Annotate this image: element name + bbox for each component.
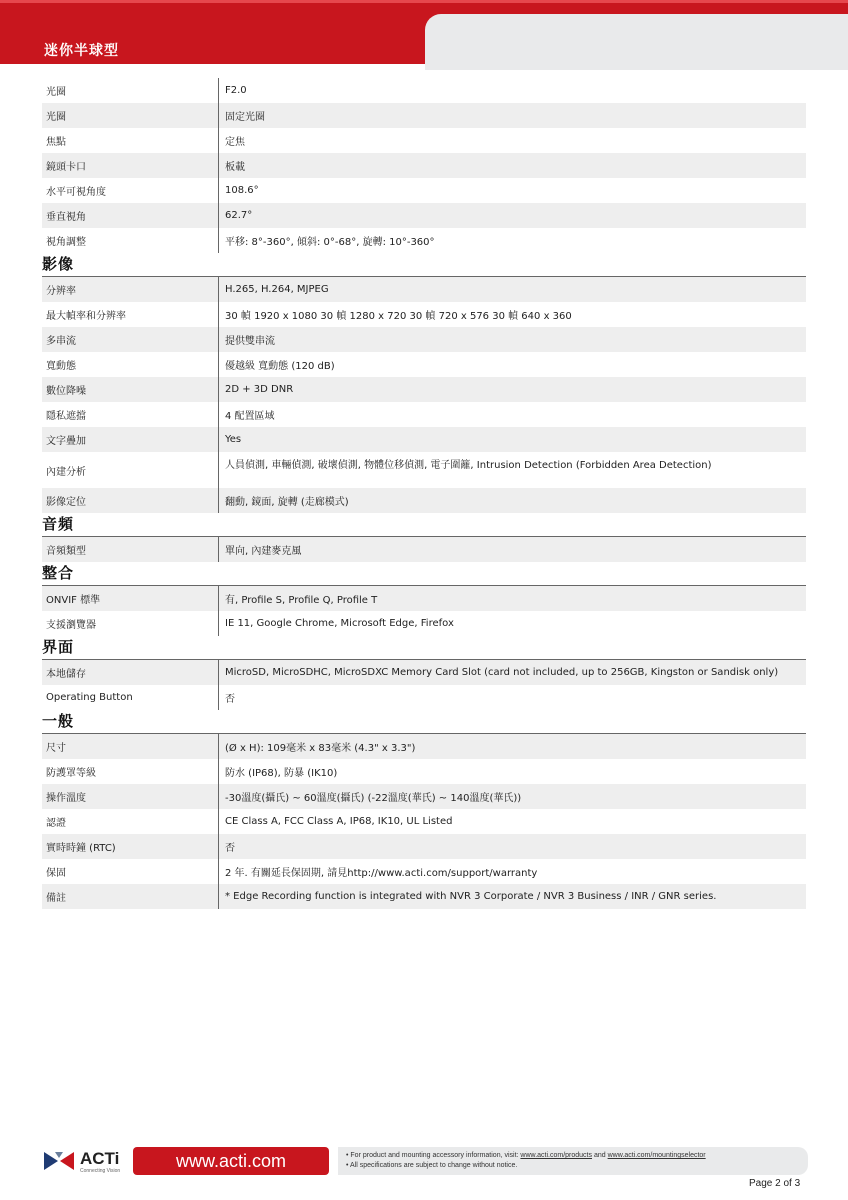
spec-label: 最大幀率和分辨率: [46, 311, 126, 322]
spec-row: [42, 427, 806, 452]
logo-tagline: Connecting Vision: [80, 1168, 121, 1174]
spec-value: 固定光圈: [218, 103, 806, 128]
spec-label: 支援瀏覽器: [46, 620, 96, 631]
section-title: 界面: [42, 638, 75, 656]
spec-row: [42, 327, 806, 352]
spec-row: [42, 859, 806, 884]
spec-row: [42, 488, 806, 513]
spec-value: Yes: [218, 427, 806, 452]
spec-row: [42, 809, 806, 834]
spec-label: 光圈: [46, 87, 66, 98]
footer: [42, 1147, 808, 1175]
website-link[interactable]: www.acti.com: [133, 1147, 329, 1175]
spec-label: 認證: [46, 818, 66, 829]
spec-row: [42, 660, 806, 685]
spec-value: 翻動, 鏡面, 旋轉 (走廊模式): [218, 488, 806, 513]
spec-value: 108.6°: [218, 178, 806, 203]
section-heading: [42, 710, 806, 734]
spec-value: 單向, 內建麥克風: [218, 537, 806, 562]
spec-label: 保固: [46, 868, 66, 879]
spec-label: 光圈: [46, 112, 66, 123]
spec-label: 水平可視角度: [46, 187, 106, 198]
spec-value: 4 配置區域: [218, 402, 806, 427]
spec-row: [42, 834, 806, 859]
section-heading: [42, 253, 806, 277]
spec-label: 鏡頭卡口: [46, 162, 86, 173]
spec-label: 操作溫度: [46, 793, 86, 804]
spec-label: 備註: [46, 893, 66, 904]
spec-label: 防護罩等級: [46, 768, 96, 779]
spec-value: 30 幀 1920 x 1080 30 幀 1280 x 720 30 幀 720 x 576 30 幀 640 x 360: [218, 302, 806, 327]
spec-label: 視角調整: [46, 237, 86, 248]
spec-value: H.265, H.264, MJPEG: [218, 277, 806, 302]
spec-value: 2D + 3D DNR: [218, 377, 806, 402]
page-title: 迷你半球型: [44, 43, 119, 59]
spec-value: 優越級 寬動態 (120 dB): [218, 352, 806, 377]
spec-value: 有, Profile S, Profile Q, Profile T: [218, 586, 806, 611]
spec-label: 數位降噪: [46, 386, 86, 397]
spec-row: [42, 153, 806, 178]
spec-row: [42, 586, 806, 611]
section-title: 整合: [42, 564, 75, 582]
spec-row: [42, 611, 806, 636]
spec-label: 實時時鐘 (RTC): [46, 843, 116, 854]
spec-value: -30溫度(攝氏) ~ 60溫度(攝氏) (-22溫度(華氏) ~ 140溫度(華氏)): [218, 784, 806, 809]
spec-value: F2.0: [218, 78, 806, 103]
spec-value: 提供雙串流: [218, 327, 806, 352]
spec-row: [42, 884, 806, 909]
products-link[interactable]: www.acti.com/products: [520, 1152, 593, 1159]
section-heading: [42, 562, 806, 586]
spec-row: [42, 734, 806, 759]
spec-label: 隱私遮擋: [46, 411, 86, 422]
spec-value: * Edge Recording function is integrated with NVR 3 Corporate / NVR 3 Business / INR / GNR series.: [218, 884, 806, 909]
footer-note-and: and: [592, 1152, 608, 1159]
spec-row: [42, 402, 806, 427]
spec-label: 焦點: [46, 137, 66, 148]
spec-row: [42, 537, 806, 562]
spec-row: [42, 178, 806, 203]
section-title: 影像: [42, 255, 75, 273]
page-number: Page 2 of 3: [749, 1178, 801, 1189]
spec-label: 分辨率: [46, 286, 76, 297]
spec-row: [42, 277, 806, 302]
spec-value: (Ø x H): 109毫米 x 83毫米 (4.3" x 3.3"): [218, 734, 806, 759]
spec-row: [42, 759, 806, 784]
spec-value: 否: [218, 834, 806, 859]
header-topline: [0, 0, 848, 3]
spec-row: [42, 685, 806, 710]
section-title: 音頻: [42, 515, 75, 533]
spec-value: MicroSD, MicroSDHC, MicroSDXC Memory Card Slot (card not included, up to 256GB, Kingston or Sandisk only): [218, 660, 806, 685]
spec-value: 人員偵測, 車輛偵測, 破壞偵測, 物體位移偵測, 電子圍籬, Intrusion Detection (Forbidden Area Detection): [218, 452, 806, 488]
acti-logo-icon: [44, 1152, 74, 1170]
spec-value: 防水 (IP68), 防暴 (IK10): [218, 759, 806, 784]
spec-label: 音頻類型: [46, 546, 86, 557]
spec-label: 內建分析: [46, 466, 86, 478]
spec-row: [42, 78, 806, 103]
footer-note-prefix: • For product and mounting accessory information, visit:: [346, 1152, 521, 1159]
mounting-selector-link[interactable]: www.acti.com/mountingselector: [607, 1152, 706, 1159]
spec-value: CE Class A, FCC Class A, IP68, IK10, UL Listed: [218, 809, 806, 834]
spec-row: [42, 103, 806, 128]
spec-label: 本地儲存: [46, 669, 86, 680]
spec-value: 平移: 8°-360°, 傾斜: 0°-68°, 旋轉: 10°-360°: [218, 228, 806, 253]
spec-value: 定焦: [218, 128, 806, 153]
spec-label: 垂直視角: [46, 212, 86, 223]
spec-row: [42, 203, 806, 228]
spec-value: IE 11, Google Chrome, Microsoft Edge, Firefox: [218, 611, 806, 636]
spec-value: 否: [218, 685, 806, 710]
section-title: 一般: [42, 712, 75, 730]
section-heading: [42, 636, 806, 660]
spec-label: 多串流: [46, 336, 76, 347]
footer-notes: [338, 1147, 808, 1175]
footer-note-line-2: • All specifications are subject to change without notice.: [346, 1162, 518, 1169]
spec-label: Operating Button: [46, 692, 133, 703]
spec-label: ONVIF 標準: [46, 595, 101, 606]
spec-row: [42, 128, 806, 153]
logo-text: ACTi: [80, 1149, 120, 1168]
spec-value: 62.7°: [218, 203, 806, 228]
section-heading: [42, 513, 806, 537]
spec-value: 板載: [218, 153, 806, 178]
spec-label: 影像定位: [46, 497, 86, 508]
spec-label: 尺寸: [46, 743, 66, 754]
spec-row: [42, 228, 806, 253]
spec-row: [42, 784, 806, 809]
spec-label: 文字疊加: [46, 436, 86, 447]
spec-value: 2 年. 有關延長保固期, 請見http://www.acti.com/support/warranty: [218, 859, 806, 884]
spec-row: [42, 377, 806, 402]
header-tab-grey: [425, 14, 848, 70]
footer-note-line-1: [346, 1151, 808, 1161]
spec-table: [42, 78, 806, 909]
spec-row: [42, 352, 806, 377]
spec-label: 寬動態: [46, 361, 76, 372]
spec-row: [42, 302, 806, 327]
spec-row: [42, 452, 806, 488]
